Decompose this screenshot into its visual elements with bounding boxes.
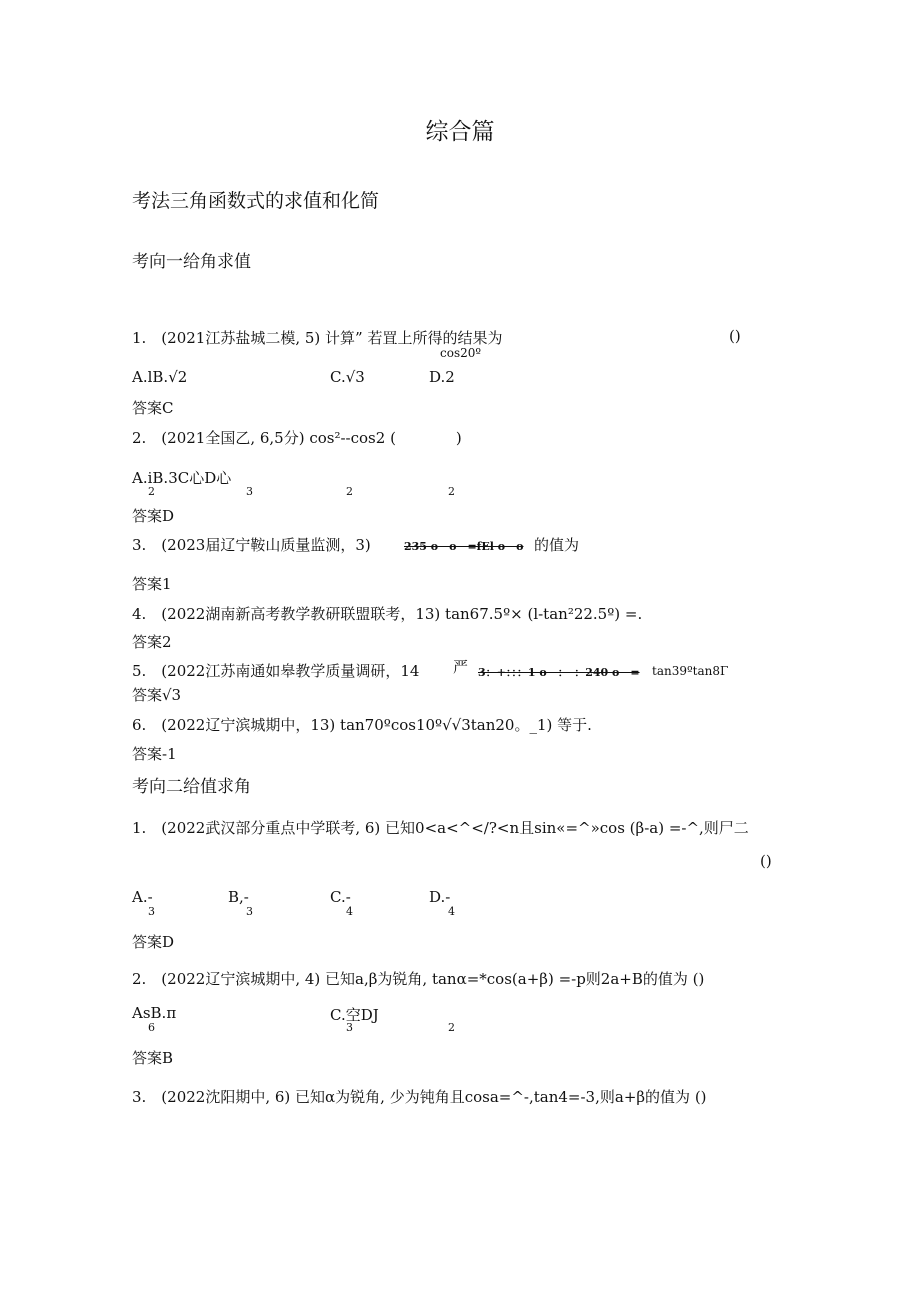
p1-q1-option-ab: A.lB.√2 [132, 368, 188, 386]
p1-q2-sub: 2 [148, 485, 155, 498]
p2-q1-sub: 4 [448, 905, 455, 918]
p1-q5-text: 5. (2022江苏南通如皋教学质量调研，14 [132, 662, 420, 680]
part1-heading: 考向一给角求值 [132, 252, 251, 272]
p1-q5-superscript: 严 [453, 658, 469, 676]
p1-q3-answer: 答案1 [132, 575, 172, 593]
p1-q2-sub: 2 [448, 485, 455, 498]
p1-q1-option-d: D.2 [429, 368, 455, 386]
p2-q2-text: 2. (2022辽宁滨城期中, 4) 已知a,β为锐角, tanα=*cos(a+β) =-p则2a+B的值为 () [132, 970, 705, 988]
p1-q6-answer: 答案-1 [132, 745, 177, 763]
p1-q5-answer: 答案√3 [132, 686, 182, 704]
section-heading: 考法三角函数式的求值和化简 [132, 190, 380, 212]
p1-q1-bracket: () [729, 327, 741, 345]
p1-q3-garbled-fraction: 235 o o =fEl o o [404, 540, 524, 553]
p2-q2-sub: 6 [148, 1021, 155, 1034]
p2-q2-option-cd: C.空DJ [330, 1006, 379, 1024]
p2-q2-option-ab: AsB.π [132, 1004, 177, 1022]
p1-q2-sub: 2 [346, 485, 353, 498]
p2-q1-option-a: A.- [132, 888, 153, 906]
p2-q3-text: 3. (2022沈阳期中, 6) 已知α为锐角, 少为钝角且cosa=^-,tan4=-3,则a+β的值为 () [132, 1088, 707, 1106]
p1-q3-text: 3. (2023届辽宁鞍山质量监测，3) [132, 536, 371, 554]
page-title: 综合篇 [425, 119, 495, 145]
p1-q1-sub: cos20º [440, 346, 482, 360]
p2-q1-text: 1. (2022武汉部分重点中学联考, 6) 已知0<a<^</?<n且sin«=^»cos (β-a) =-^,则尸二 [132, 819, 749, 837]
p2-q1-answer: 答案D [132, 933, 175, 951]
p2-q2-sub: 3 [346, 1021, 353, 1034]
p1-q2-options: A.iB.3C心D心 [132, 469, 232, 487]
p1-q4-answer: 答案2 [132, 633, 172, 651]
p1-q2-answer: 答案D [132, 507, 175, 525]
p1-q3-tail: 的值为 [534, 536, 580, 554]
p1-q5-garbled-fraction: 3：+：：：1 o ： ：240 o = [478, 666, 640, 679]
p2-q1-option-b: B,- [228, 888, 249, 906]
p2-q1-option-c: C.- [330, 888, 351, 906]
p2-q1-bracket: () [760, 852, 772, 870]
part2-heading: 考向二给值求角 [132, 777, 251, 797]
p2-q2-sub: 2 [448, 1021, 455, 1034]
p1-q2-text: 2. (2021全国乙, 6,5分) cos²--cos2 ( ) [132, 429, 462, 447]
p2-q2-answer: 答案B [132, 1049, 174, 1067]
p1-q2-sub: 3 [246, 485, 253, 498]
p1-q6-text: 6. (2022辽宁滨城期中，13) tan70ºcos10º√√3tan20。_1) 等于. [132, 716, 592, 734]
p1-q1-text: 1. (2021江苏盐城二模, 5) 计算” 若罝上所得的结果为 [132, 329, 503, 347]
p1-q1-option-c: C.√3 [330, 368, 365, 386]
p2-q1-sub: 4 [346, 905, 353, 918]
p2-q1-option-d: D.- [429, 888, 451, 906]
p1-q4-text: 4. (2022湖南新高考教学教研联盟联考，13) tan67.5º× (l-tan²22.5º) =. [132, 605, 643, 623]
p1-q5-tail: tan39ºtan8Γ [652, 664, 729, 678]
p2-q1-sub: 3 [246, 905, 253, 918]
p2-q1-sub: 3 [148, 905, 155, 918]
p1-q1-answer: 答案C [132, 399, 174, 417]
